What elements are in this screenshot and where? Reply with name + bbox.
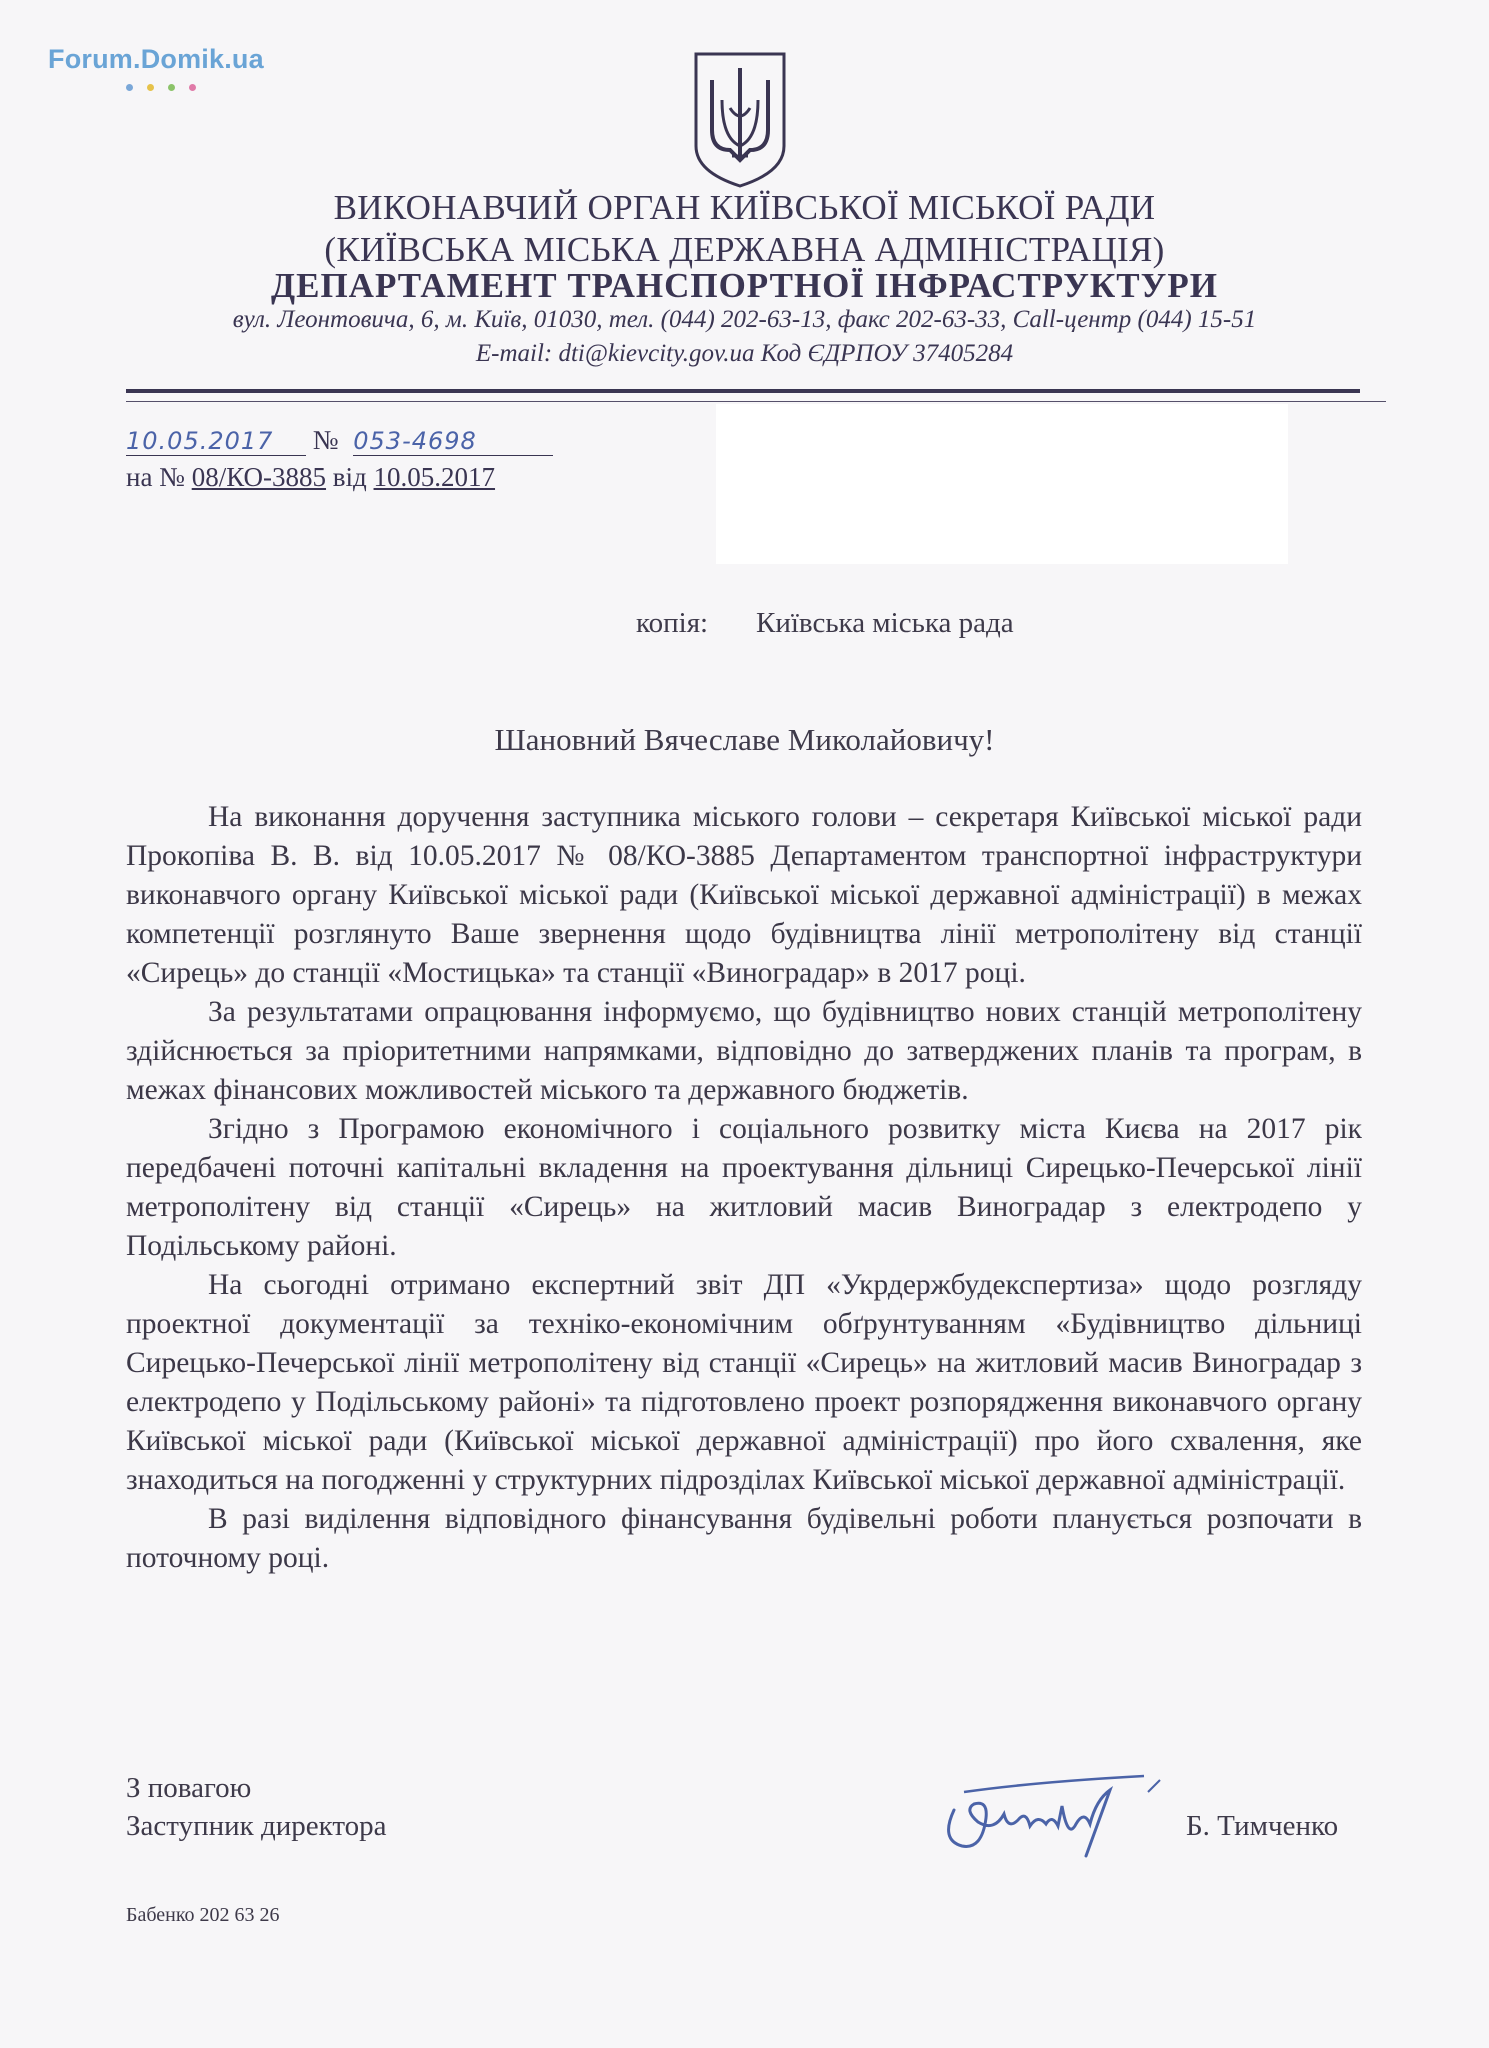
reference-line — [126, 462, 495, 493]
body-paragraph: На сьогодні отримано експертний звіт ДП «Укрдержбудекспертиза» щодо розгляду проектної документації за техніко-економічним обґрунтуванням «Будівництво дільниці Сирецько-Печерської лінії метрополітену від станції «Сирець» на житловий масив Виноградар з електродепо у Подільському районі» та підготовлено проект розпорядження виконавчого органу Київської міської ради (Київської міської державної адміністрації) про його схвалення, яке знаходиться на погодженні у структурних підрозділах Київської міської державної адміністрації. — [126, 1269, 1362, 1496]
body-paragraph: В разі виділення відповідного фінансування будівельні роботи планується розпочати в поточному році. — [126, 1503, 1362, 1574]
letter-body — [126, 798, 1362, 1578]
body-paragraph: За результатами опрацювання інформуємо, що будівництво нових станцій метрополітену здійснюється за пріоритетними напрямками, відповідно до затверджених планів та програм, в межах фінансових можливостей міського та державного бюджетів. — [126, 996, 1362, 1106]
registration-line — [126, 425, 553, 456]
letterhead-address: вул. Леонтовича, 6, м. Київ, 01030, тел. (044) 202-63-13, факс 202-63-33, Call-центр (044) 15-51 — [232, 306, 1257, 333]
registration-number: 053-4698 — [353, 427, 553, 456]
ref-number: 08/КО-3885 — [191, 462, 327, 492]
ref-prefix: на № — [126, 462, 185, 492]
signer-name: Б. Тимченко — [1186, 1810, 1339, 1842]
body-paragraph: На виконання доручення заступника міського голови – секретаря Київської міської ради Прокопіва В. В. від 10.05.2017 № 08/КО-3885 Департаментом транспортної інфраструктури виконавчого органу Київської міської ради (Київської міської державної адміністрації) в межах компетенції розглянуто Ваше звернення щодо будівництва лінії метрополітену від станції «Сирець» до станції «Мостицька» та станції «Виноградар» в 2017 році. — [126, 801, 1362, 989]
salutation: Шановний Вячеславе Миколайовичу! — [494, 722, 995, 757]
letterhead-line-2: (КИЇВСЬКА МІСЬКА ДЕРЖАВНА АДМІНІСТРАЦІЯ) — [324, 230, 1165, 269]
letterhead-divider — [126, 389, 1360, 393]
closing-regards: З повагою — [126, 1772, 252, 1804]
body-paragraph: Згідно з Програмою економічного і соціального розвитку міста Києва на 2017 рік передбачені поточні капітальні вкладення на проектування дільниці Сирецько-Печерської лінії метрополітену від станції «Сирець» на житловий масив Виноградар з електродепо у Подільському районі. — [126, 1113, 1362, 1262]
watermark-dots — [126, 78, 216, 88]
letterhead-divider-thin — [126, 401, 1386, 402]
watermark-logo: Forum.Domik.ua — [48, 44, 264, 74]
letterhead-line-1: ВИКОНАВЧИЙ ОРГАН КИЇВСЬКОЇ МІСЬКОЇ РАДИ — [333, 188, 1156, 227]
executor-contact: Бабенко 202 63 26 — [126, 1904, 280, 1926]
redacted-addressee — [716, 404, 1288, 564]
department-name: ДЕПАРТАМЕНТ ТРАНСПОРТНОЇ ІНФРАСТРУКТУРИ — [271, 266, 1218, 305]
copy-label: копія: — [636, 607, 709, 639]
signer-position: Заступник директора — [126, 1810, 387, 1842]
number-sign: № — [312, 425, 339, 455]
ref-from: від — [332, 462, 367, 492]
handwritten-signature — [934, 1770, 1174, 1860]
copy-recipient: Київська міська рада — [756, 607, 1014, 639]
ref-date: 10.05.2017 — [373, 462, 496, 492]
registration-date: 10.05.2017 — [126, 427, 306, 456]
coat-of-arms-icon — [692, 50, 788, 190]
letterhead-email: E-mail: dti@kievcity.gov.ua Код ЄДРПОУ 37405284 — [475, 340, 1014, 367]
